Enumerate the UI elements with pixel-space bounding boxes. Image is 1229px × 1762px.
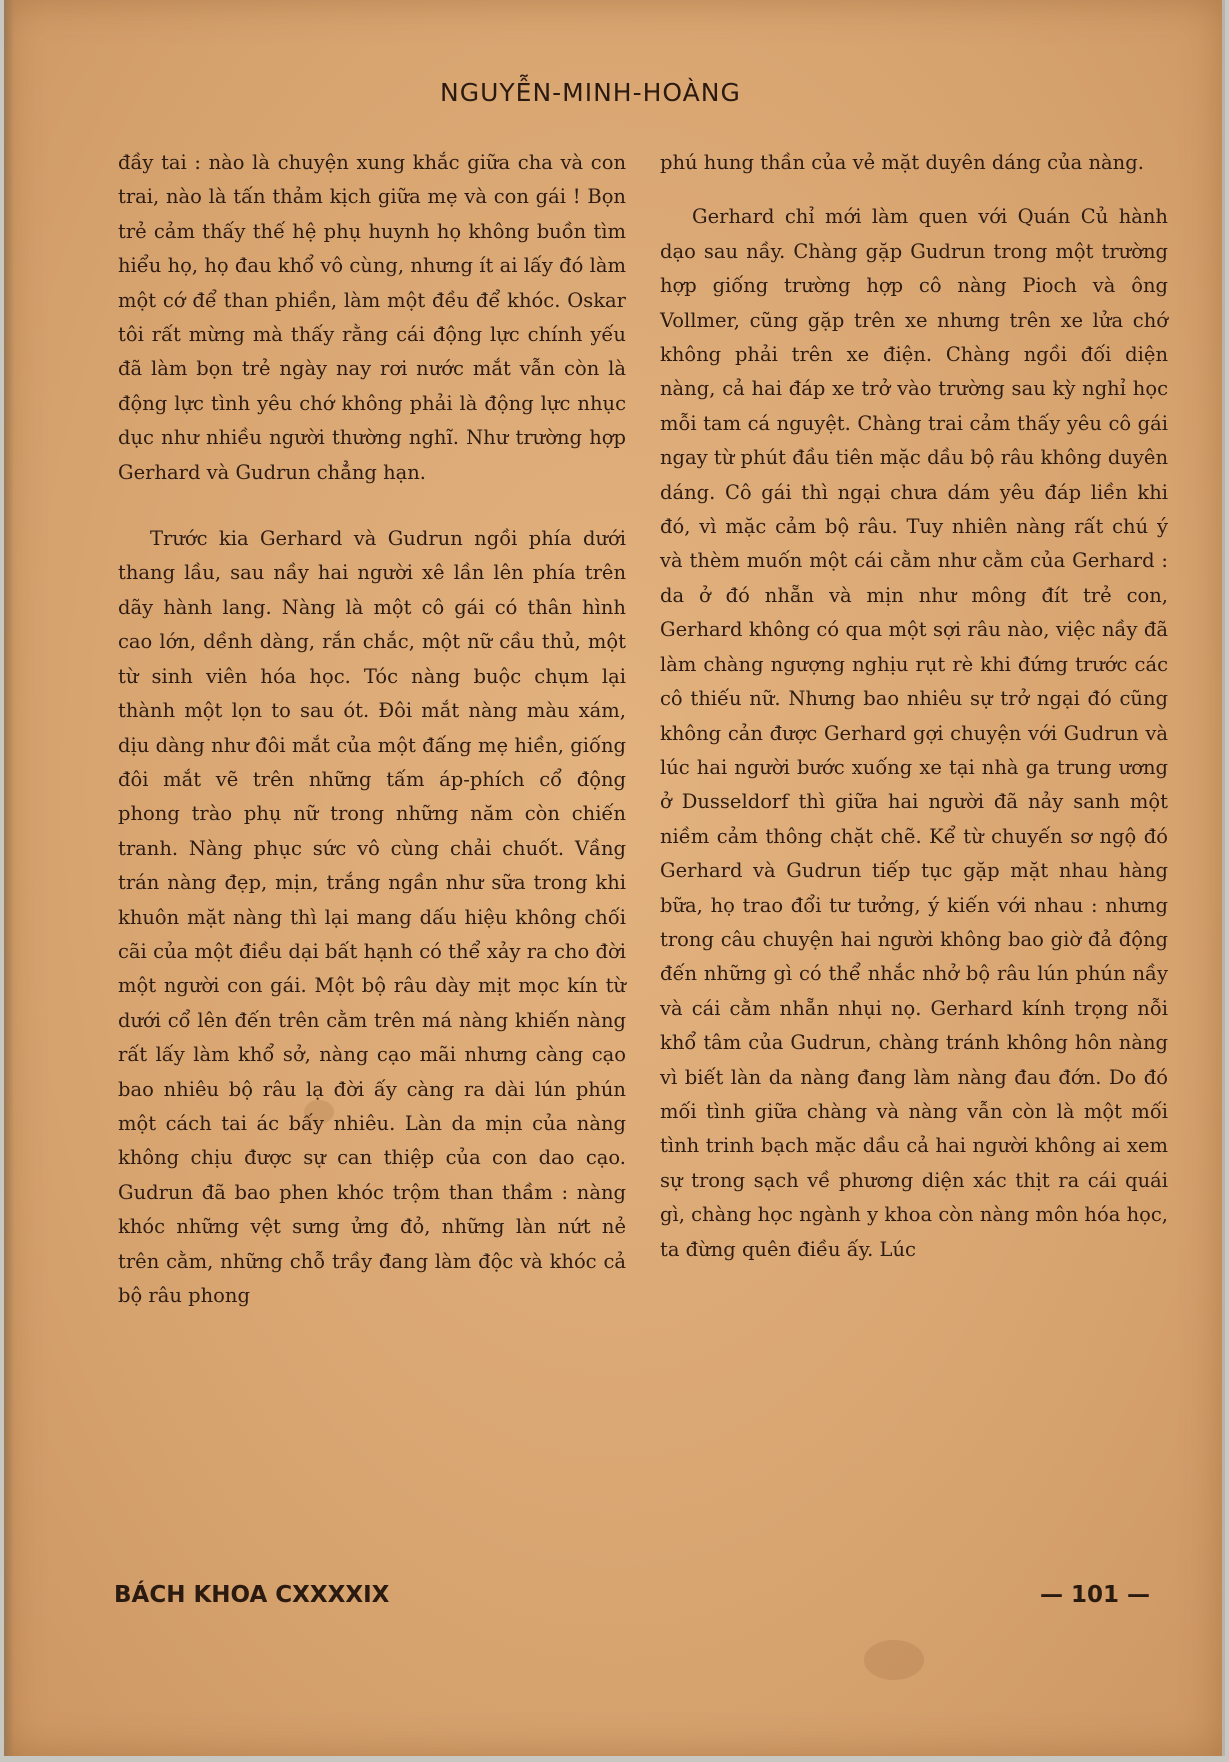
left-paragraph-1: đầy tai : nào là chuyện xung khắc giữa cha và con trai, nào là tấn thảm kịch giữa mẹ và con gái ! Bọn trẻ cảm thấy thế hệ phụ huynh họ không buồn tìm hiểu họ, họ đau khổ vô cùng, nhưng ít ai lấy đó làm một cớ để than phiền, làm một đều để khóc. Oskar tôi rất mừng mà thấy rằng cái động lực chính yếu đã làm bọn trẻ ngày nay rơi nước mắt vẫn còn là động lực tình yêu chớ không phải là động lực nhục dục như nhiều người thường nghĩ. Như trường hợp Gerhard và Gudrun chẳng hạn. — [118, 151, 626, 484]
paper-stain — [864, 1640, 924, 1680]
page-binding-edge — [4, 0, 14, 1756]
left-column — [118, 146, 626, 1313]
right-column — [660, 146, 1168, 1267]
left-paragraph-2: Trước kia Gerhard và Gudrun ngồi phía dưới thang lầu, sau nầy hai người xê lần lên phía trên dãy hành lang. Nàng là một cô gái có thân hình cao lớn, dềnh dàng, rắn chắc, một nữ cầu thủ, một từ sinh viên hóa học. Tóc nàng buộc chụm lại thành một lọn to sau ót. Đôi mắt nàng màu xám, dịu dàng như đôi mắt của một đấng mẹ hiền, giống đôi mắt vẽ trên những tấm áp-phích cổ động phong trào phụ nữ trong những năm còn chiến tranh. Nàng phục sức vô cùng chải chuốt. Vầng trán nàng đẹp, mịn, trắng ngần như sữa trong khi khuôn mặt nàng thì lại mang dấu hiệu không chối cãi của một điều dại bất hạnh có thể xảy ra cho đời một người con gái. Một bộ râu dày mịt mọc kín từ dưới cổ lên đến trên cằm trên má nàng khiến nàng rất lấy làm khổ sở, nàng cạo mãi nhưng càng cạo bao nhiêu bộ râu lạ đời ấy càng ra dài lún phún một cách tai ác bấy nhiêu. Làn da mịn của nàng không chịu được sự can thiệp của con dao cạo. Gudrun đã bao phen khóc trộm than thầm : nàng khóc những vệt sưng ửng đỏ, những làn nứt nẻ trên cằm, những chỗ trầy đang làm độc và khóc cả bộ râu phong — [118, 527, 626, 1307]
right-paragraph-2: Gerhard chỉ mới làm quen với Quán Củ hành dạo sau nầy. Chàng gặp Gudrun trong một trường hợp giống trường hợp cô nàng Pioch và ông Vollmer, cũng gặp trên xe nhưng trên xe lửa chớ không phải trên xe điện. Chàng ngồi đối diện nàng, cả hai đáp xe trở vào trường sau kỳ nghỉ học mỗi tam cá nguyệt. Chàng trai cảm thấy yêu cô gái ngay từ phút đầu tiên mặc dầu bộ râu không duyên dáng. Cô gái thì ngại chưa dám yêu đáp liền khi đó, vì mặc cảm bộ râu. Tuy nhiên nàng rất chú ý và thèm muốn một cái cằm như cằm của Gerhard : da ở đó nhẵn và mịn như mông đít trẻ con, Gerhard không có qua một sợi râu nào, việc nầy đã làm chàng ngượng nghịu rụt rè khi đứng trước các cô thiếu nữ. Nhưng bao nhiêu sự trở ngại đó cũng không cản được Gerhard gợi chuyện với Gudrun và lúc hai người bước xuống xe tại nhà ga trung ương ở Dusseldorf thì giữa hai người đã nảy sanh một niềm cảm thông chặt chẽ. Kể từ chuyến sơ ngộ đó Gerhard và Gudrun tiếp tục gặp mặt nhau hàng bữa, họ trao đổi tư tưởng, ý kiến với nhau : nhưng trong câu chuyện hai người không bao giờ đả động đến những gì có thể nhắc nhở bộ râu lún phún nầy và cái cằm nhẵn nhụi nọ. Gerhard kính trọng nỗi khổ tâm của Gudrun, chàng tránh không hôn nàng vì biết làn da nàng đang làm nàng đau đớn. Do đó mối tình giữa chàng và nàng vẫn còn là một mối tình trinh bạch mặc dầu cả hai người không ai xem sự trong sạch về phương diện xác thịt ra cái quái gì, chàng học ngành y khoa còn nàng môn hóa học, ta đừng quên điều ấy. Lúc — [660, 205, 1168, 1261]
right-paragraph-1: phú hung thần của vẻ mặt duyên dáng của nàng. — [660, 151, 1144, 174]
publication-footer: BÁCH KHOA CXXXXIX — [114, 1582, 390, 1608]
page-number: — 101 — — [1040, 1582, 1151, 1608]
running-head: NGUYỄN-MINH-HOÀNG — [440, 78, 741, 107]
